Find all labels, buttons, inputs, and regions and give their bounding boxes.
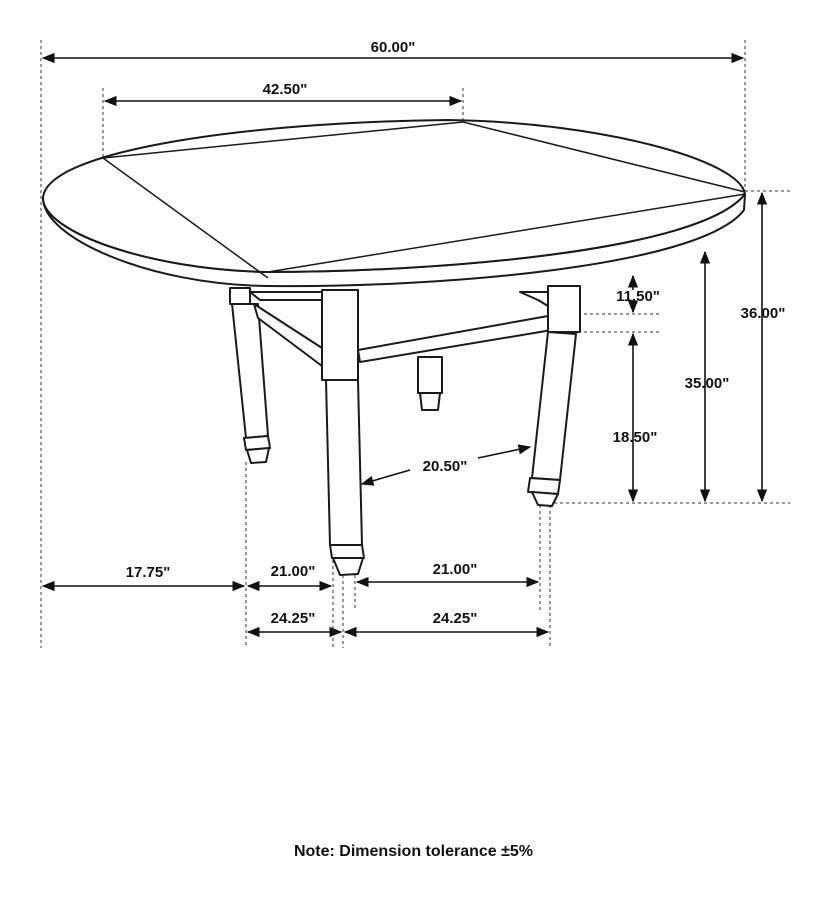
table-top — [43, 120, 745, 286]
label-overall-width: 60.00" — [370, 39, 416, 56]
label-overall-height: 36.00" — [740, 305, 786, 322]
label-center-leaf-width: 42.50" — [262, 81, 308, 98]
label-leg-spacing-outer-right: 24.25" — [432, 610, 478, 627]
label-leg-spacing-inner-left: 21.00" — [270, 563, 316, 580]
tolerance-note: Note: Dimension tolerance ±5% — [293, 843, 534, 860]
table-illustration — [43, 120, 745, 575]
label-stretcher-height: 18.50" — [612, 429, 658, 446]
label-apron-depth: 11.50" — [616, 288, 660, 305]
dim-20-left — [362, 470, 410, 484]
front-leg — [322, 290, 364, 575]
label-apron-clearance: 35.00" — [684, 375, 730, 392]
label-overhang: 17.75" — [125, 564, 171, 581]
back-leg — [418, 357, 442, 410]
label-inner-leg-span: 20.50" — [422, 458, 468, 475]
label-leg-spacing-inner-right: 21.00" — [432, 561, 478, 578]
dim-20-right — [478, 447, 530, 458]
label-leg-spacing-outer-left: 24.25" — [270, 610, 316, 627]
